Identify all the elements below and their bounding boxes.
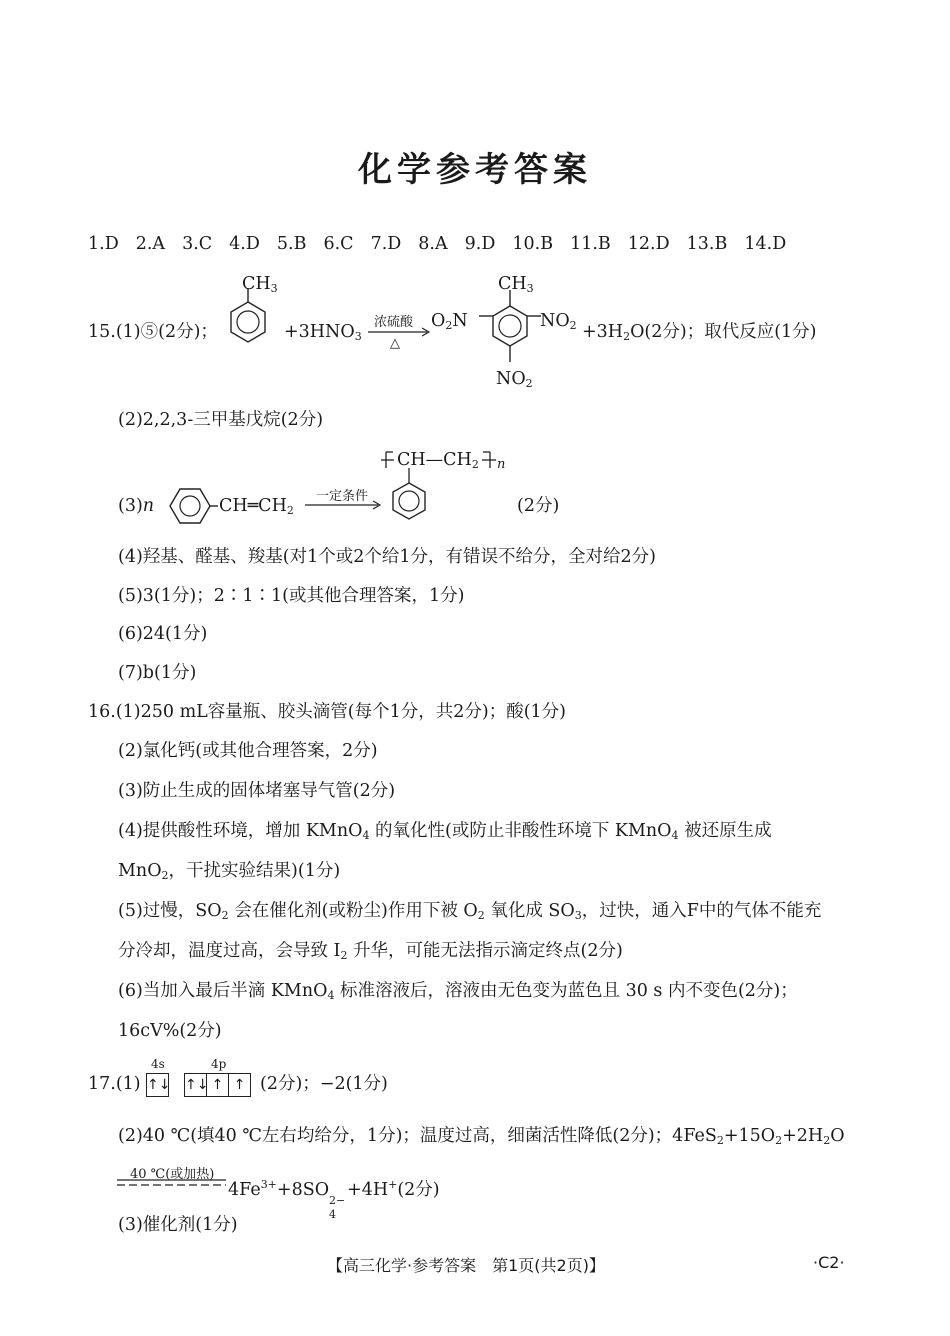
q15-part2: (2)2,2,3-三甲基戊烷(2分) xyxy=(118,410,324,430)
choice-answer: 14.D xyxy=(744,234,787,254)
choice-answer: 2.A xyxy=(135,234,166,254)
page-title: 化学参考答案 xyxy=(358,150,592,190)
choice-answer: 11.B xyxy=(570,234,611,254)
tnt-o2n: $O_2N$ xyxy=(431,311,468,332)
orbital-4p xyxy=(184,1073,251,1097)
polymer-arrow xyxy=(304,499,384,511)
q16-part3: (3)防止生成的固体堵塞导气管(2分) xyxy=(118,781,396,801)
hno3-term: $+3HNO_3$ xyxy=(284,322,362,343)
reaction-arrow xyxy=(367,326,433,338)
q17-part1-suffix: (2分)；−2(1分) xyxy=(260,1074,388,1094)
q17-part2-line2: $4Fe^{3+}+8SO$ 2− 4 +4H+(2分) xyxy=(228,1178,440,1221)
polystyrene-chain: $CH—CH_2$ xyxy=(397,450,479,471)
choice-answer: 7.D xyxy=(370,234,402,254)
q16-part5-line1: (5)过慢，$SO_2$ 会在催化剂(或粉尘)作用下被 $O_2$ 氧化成 $SO_3$，过快，通入F中的气体不能充 xyxy=(118,901,822,922)
styrene-ring xyxy=(160,478,220,534)
choice-answer: 9.D xyxy=(464,234,496,254)
q17-equals-sign xyxy=(116,1178,228,1188)
polystyrene-n: n xyxy=(497,457,506,472)
q15-part6: (6)24(1分) xyxy=(118,624,208,644)
choice-answers xyxy=(88,232,803,256)
q16-part5-line2: 分冷却，温度过高，会导致 $I_2$ 升华，可能无法指示滴定终点(2分) xyxy=(118,941,623,962)
q15-part4: (4)羟基、醛基、羧基(对1个或2个给1分，有错误不给分，全对给2分) xyxy=(118,547,656,567)
q16-part6-line1: (6)当加入最后半滴 KMnO$_4$ 标准溶液后，溶液由无色变为蓝色且 30 s 内不变色(2分)； xyxy=(118,981,798,1002)
reaction-condition-bottom: △ xyxy=(390,336,400,351)
choice-answer: 6.C xyxy=(323,234,354,254)
tnt-no2-right: $NO_2$ xyxy=(540,311,577,332)
choice-answer: 10.B xyxy=(512,234,554,254)
q16-part4-line1: (4)提供酸性环境，增加 KMnO$_4$ 的氧化性(或防止非酸性环境下 KMnO$_4$ 被还原生成 xyxy=(118,821,772,842)
q16-part4-line2: MnO$_2$，干扰实验结果)(1分) xyxy=(118,861,341,882)
q17-part3: (3)催化剂(1分) xyxy=(118,1215,238,1235)
footer-code: ·C2· xyxy=(813,1253,845,1272)
q15-part1-tail: $+3H_2O(2$分)；取代反应(1分) xyxy=(582,322,817,343)
choice-answer: 3.C xyxy=(182,234,213,254)
choice-answer: 13.B xyxy=(686,234,728,254)
orbital-box-4p-1: ↑↓ xyxy=(184,1073,207,1097)
choice-answer: 4.D xyxy=(229,234,260,254)
orbital-4s xyxy=(146,1073,169,1097)
q16-part2: (2)氯化钙(或其他合理答案，2分) xyxy=(118,741,378,761)
q15-part5: (5)3(1分)；2∶1∶1(或其他合理答案，1分) xyxy=(118,586,465,606)
choice-answer: 5.B xyxy=(276,234,307,254)
styrene-vinyl: $CH═CH_2$ xyxy=(219,496,294,517)
orbital-box-4s: ↑↓ xyxy=(146,1073,169,1097)
q17-part2-line1: (2)40 ℃(填40 ℃左右均给分，1分)；温度过高，细菌活性降低(2分)；$4FeS_2+15O_2+2H_2O$ xyxy=(118,1126,845,1147)
choice-answer: 12.D xyxy=(627,234,670,254)
q16-part1: 16.(1)250 mL容量瓶、胶头滴管(每个1分，共2分)；酸(1分) xyxy=(88,702,567,722)
q16-part6-line2: 16cV%(2分) xyxy=(118,1021,222,1041)
label-4s: 4s xyxy=(151,1057,165,1071)
q15-part3-score: (2分) xyxy=(517,496,560,516)
tnt-ch3: $CH_3$ xyxy=(498,274,534,295)
toluene-ch3: $CH_3$ xyxy=(242,274,278,295)
choice-answer: 1.D xyxy=(88,234,119,254)
q15-part1-prefix: 15.(1)⑤(2分)； xyxy=(88,322,218,342)
polymer-condition: 一定条件 xyxy=(316,489,369,504)
q15-part7: (7)b(1分) xyxy=(118,663,197,683)
orbital-box-4p-2: ↑ xyxy=(207,1073,229,1097)
tnt-no2-bottom: $NO_2$ xyxy=(496,369,533,390)
footer-text: 【高三化学·参考答案 第1页(共2页)】 xyxy=(327,1256,605,1275)
orbital-box-4p-3: ↑ xyxy=(229,1073,251,1097)
label-4p: 4p xyxy=(211,1057,227,1071)
reaction-condition-top: 浓硫酸 xyxy=(374,315,414,330)
choice-answer: 8.A xyxy=(418,234,448,254)
q15-part3-prefix: (3)n xyxy=(118,496,155,516)
q17-part1-prefix: 17.(1) xyxy=(88,1074,141,1094)
q17-reaction-condition: 40 ℃(或加热) xyxy=(130,1167,215,1182)
